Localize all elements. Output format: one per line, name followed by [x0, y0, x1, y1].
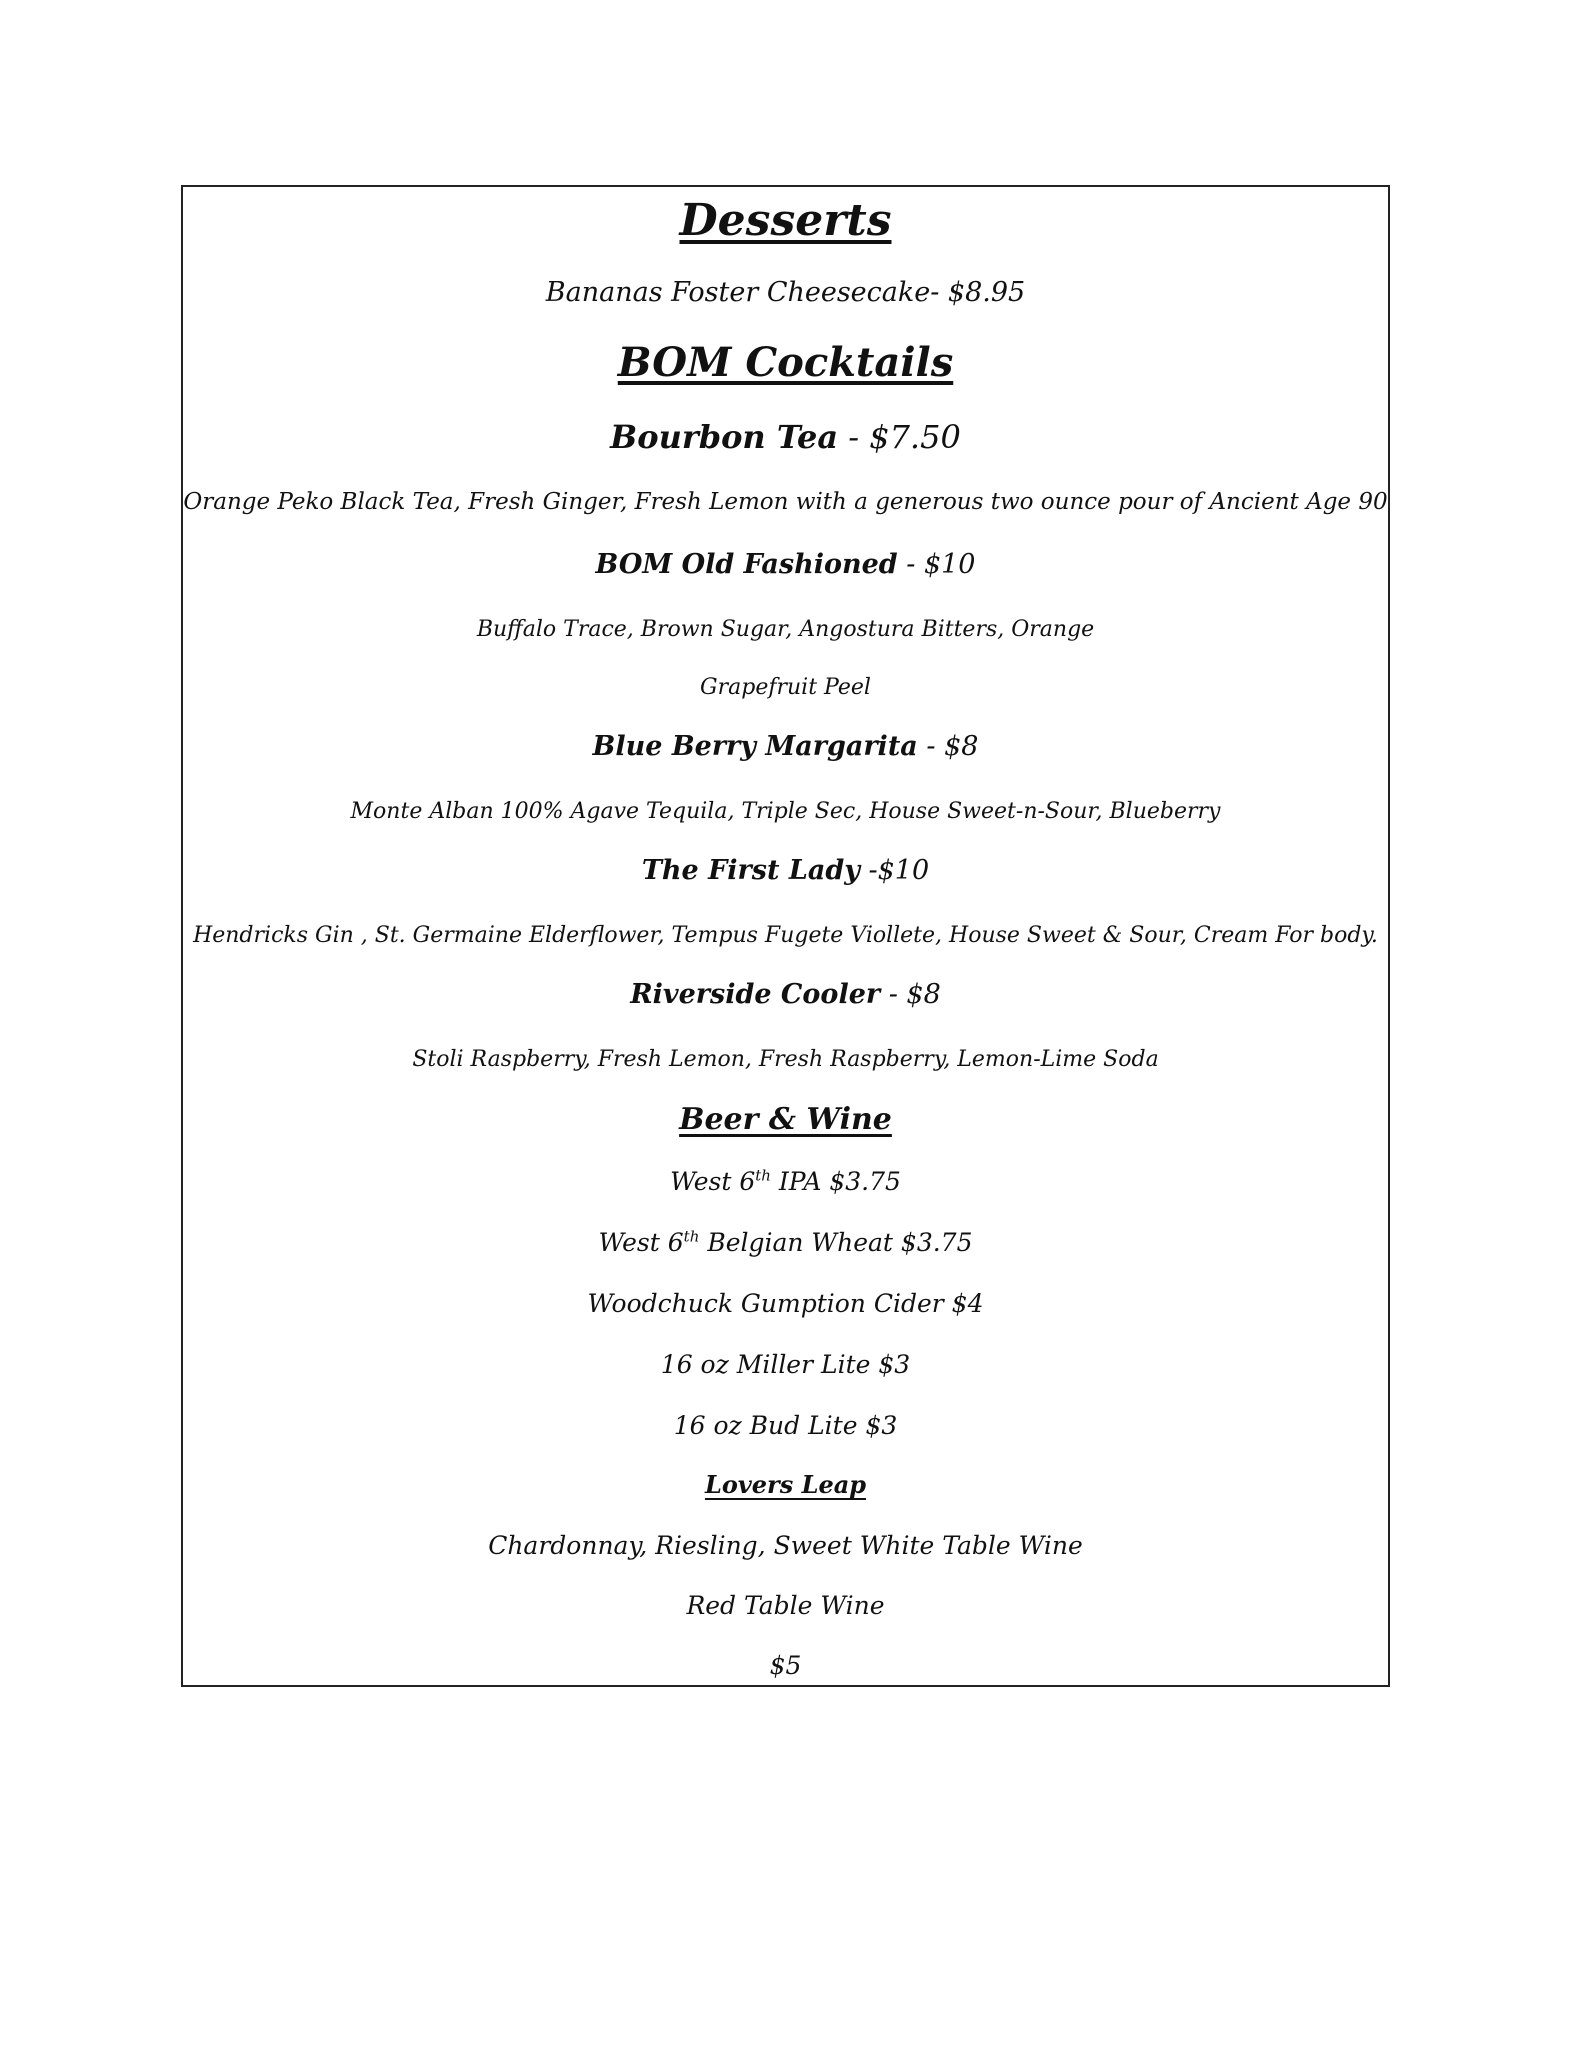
cocktail-price: - $8	[880, 979, 941, 1010]
wine-red: Red Table Wine	[686, 1591, 885, 1620]
cocktail-description: Monte Alban 100% Agave Tequila, Triple Sec, House Sweet-n-Sour, Blueberry	[350, 799, 1221, 824]
beer-item-sup: th	[683, 1227, 700, 1246]
cocktail-name: Bourbon Tea	[610, 418, 839, 456]
beer-item-text: West 6	[670, 1167, 756, 1196]
cocktail-title	[183, 857, 1388, 884]
lovers-leap-heading: Lovers Leap	[704, 1470, 867, 1499]
cocktail-description: Buffalo Trace, Brown Sugar, Angostura Bitters, Orange	[476, 617, 1095, 642]
cocktail-name: BOM Old Fashioned	[595, 549, 898, 580]
cocktail-price: -$10	[859, 855, 930, 886]
beer-item-text: 16 oz Bud Lite $3	[673, 1411, 898, 1440]
beer-item	[183, 1352, 1388, 1377]
cocktail-title	[183, 981, 1388, 1008]
beer-item	[183, 1227, 1388, 1257]
cocktail-title	[183, 551, 1388, 578]
cocktail-price: - $7.50	[838, 418, 961, 456]
menu-box	[181, 185, 1390, 1687]
cocktails-heading: BOM Cocktails	[617, 339, 954, 386]
beer-wine-heading: Beer & Wine	[679, 1102, 892, 1137]
beer-item	[183, 1413, 1388, 1438]
cocktail-description: Stoli Raspberry, Fresh Lemon, Fresh Raspberry, Lemon-Lime Soda	[412, 1047, 1159, 1072]
cocktail-name: Riverside Cooler	[630, 979, 881, 1010]
cocktail-title	[183, 733, 1388, 760]
beer-item-text-rest: IPA $3.75	[770, 1167, 901, 1196]
cocktail-description-line2: Grapefruit Peel	[700, 675, 871, 700]
wine-list: Chardonnay, Riesling, Sweet White Table Wine	[488, 1531, 1083, 1560]
cocktail-price: - $10	[897, 549, 976, 580]
beer-item-text-rest: Belgian Wheat $3.75	[699, 1228, 973, 1257]
cocktail-description: Hendricks Gin , St. Germaine Elderflower, Tempus Fugete Viollete, House Sweet & Sour, Cream For body.	[193, 923, 1378, 948]
beer-item-text: 16 oz Miller Lite $3	[660, 1350, 911, 1379]
beer-item	[183, 1291, 1388, 1316]
dessert-item: Bananas Foster Cheesecake- $8.95	[545, 277, 1026, 308]
cocktail-name: The First Lady	[641, 855, 860, 886]
beer-item	[183, 1166, 1388, 1196]
desserts-heading: Desserts	[679, 195, 892, 246]
cocktail-description: Orange Peko Black Tea, Fresh Ginger, Fresh Lemon with a generous two ounce pour of Ancient Age 90	[183, 489, 1388, 515]
beer-item-sup: th	[755, 1166, 771, 1185]
cocktail-price: - $8	[917, 731, 979, 762]
wine-price: $5	[769, 1651, 802, 1680]
beer-item-text: West 6	[598, 1228, 684, 1257]
beer-item-text: Woodchuck Gumption Cider $4	[587, 1289, 984, 1318]
cocktail-title	[183, 418, 1388, 456]
cocktail-name: Blue Berry Margarita	[592, 731, 918, 762]
